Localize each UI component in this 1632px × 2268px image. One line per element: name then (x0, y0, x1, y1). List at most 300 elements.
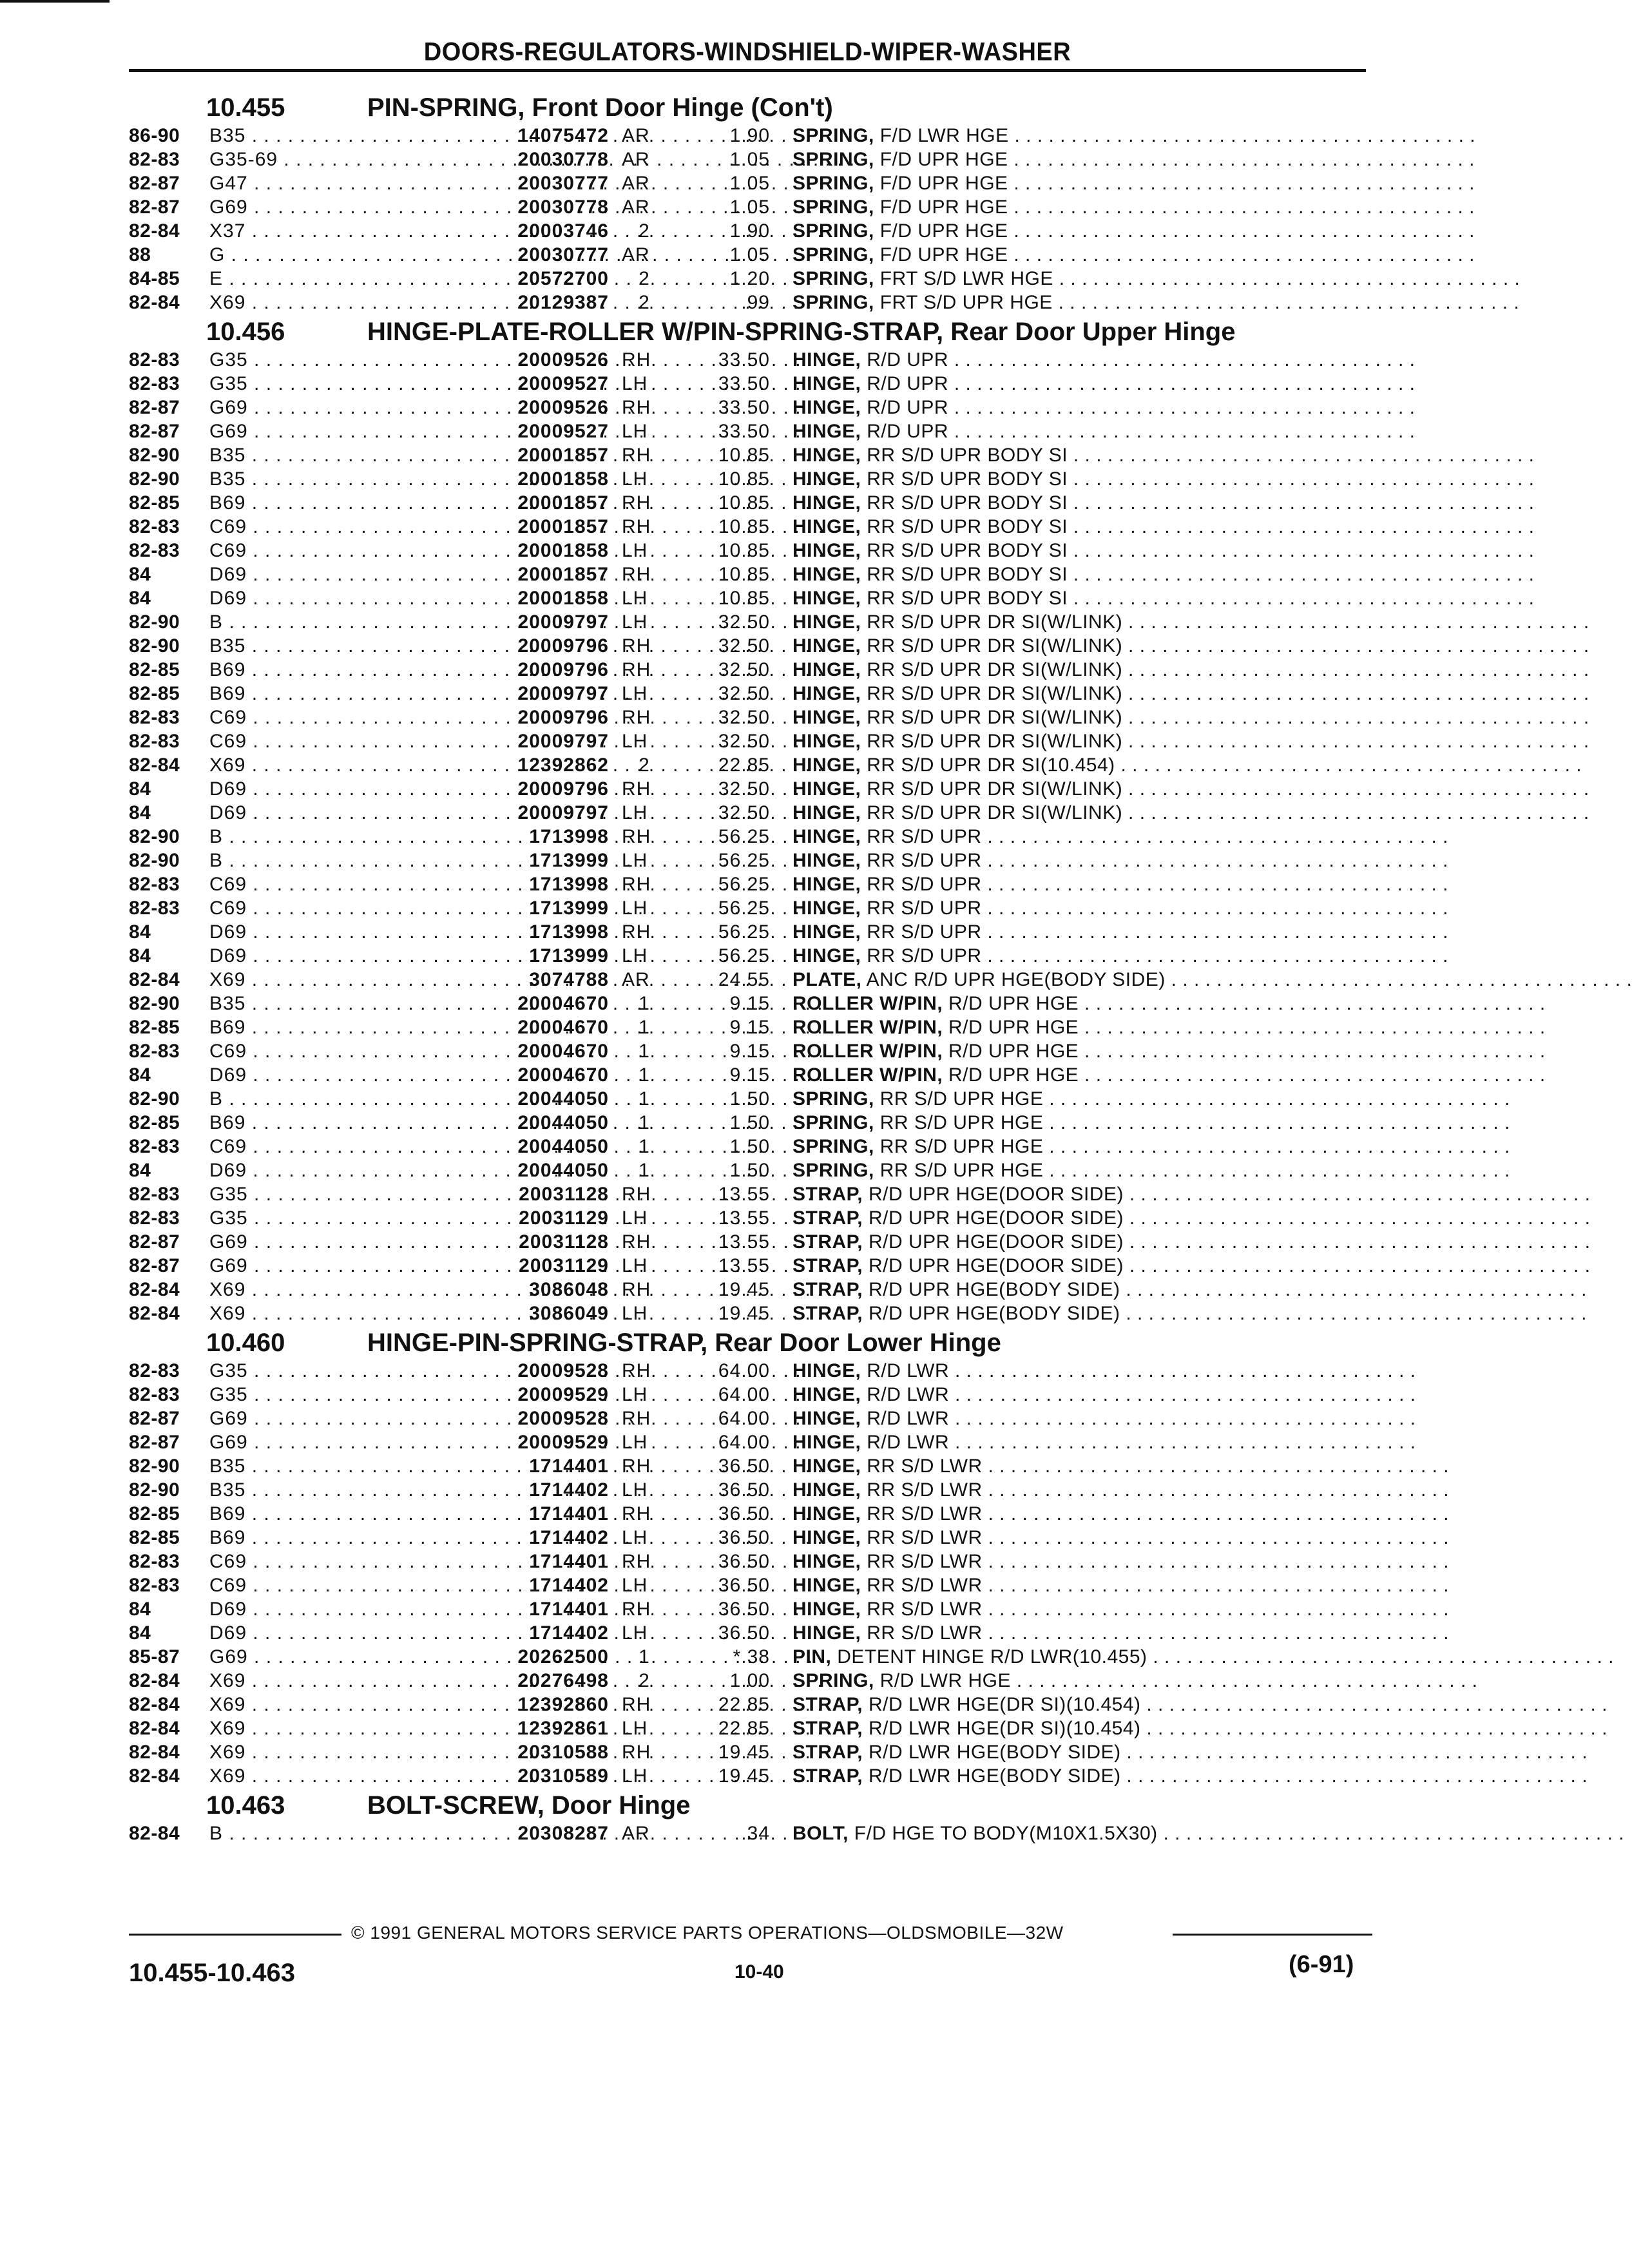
body-style: C69 . . . (209, 1135, 496, 1158)
body-style: B35 . . . (209, 634, 496, 658)
quantity: 1 (638, 1160, 650, 1181)
leader-dots: . . . . . . . . . . . . . . . . . . . . . . . . . . . . . . . . . . . . . . . . . (1122, 802, 1589, 823)
price: 10.85 (718, 468, 770, 490)
model-years: 82-90 (129, 1479, 180, 1501)
description-noun: HINGE, (792, 945, 861, 966)
quantity: AR (622, 1823, 650, 1844)
description-detail: RR S/D LWR (861, 1479, 983, 1501)
part-number: 1713999 (529, 850, 609, 871)
description-detail: F/D UPR HGE (874, 197, 1008, 218)
model-years: 84 (129, 802, 151, 823)
model-years: 84 (129, 1160, 151, 1181)
leader-dots: . . . . . . . . . . . . . . . . . . . . . . . . . . . . . . . . . . . . . . . . . (1122, 683, 1589, 704)
body-style: X69 . . . (209, 1302, 496, 1325)
quantity: 1 (638, 1017, 650, 1038)
section-range: 10.455-10.463 (129, 1959, 296, 1987)
description (792, 539, 1535, 562)
description (792, 1716, 1608, 1740)
price: 13.55 (718, 1207, 770, 1229)
part-row (129, 706, 1589, 729)
body-style: D69 . . . (209, 562, 496, 586)
price: 1.05 (729, 149, 770, 170)
description-noun: HINGE, (792, 1384, 861, 1405)
price: 1.05 (729, 244, 770, 265)
body-style: C69 . . . (209, 1039, 496, 1063)
part-row (129, 1302, 1587, 1325)
model-years: 82-85 (129, 1112, 180, 1133)
model-years: 82-85 (129, 1527, 180, 1548)
price: 1.05 (729, 173, 770, 194)
description (792, 1526, 1450, 1550)
quantity: RH (622, 1279, 651, 1300)
part-row (129, 148, 1475, 171)
model-years: 82-90 (129, 445, 180, 466)
description-detail: R/D UPR HGE (943, 1064, 1079, 1086)
quantity: RH (622, 707, 651, 728)
body-style: D69 . . . (209, 1063, 496, 1087)
description-detail: F/D UPR HGE (874, 149, 1008, 170)
part-number: 20030778 (517, 197, 609, 218)
description-noun: HINGE, (792, 611, 861, 633)
description (792, 1573, 1450, 1597)
price: 19.45 (718, 1765, 770, 1787)
section-heading (129, 1788, 1366, 1821)
part-row (129, 1359, 1416, 1383)
body-style: G69 . . . (209, 396, 496, 419)
part-row (129, 586, 1535, 610)
body-style: D69 . . . (209, 1621, 496, 1645)
part-number: 20129387 (517, 292, 609, 313)
description (792, 419, 1416, 443)
description-noun: ROLLER W/PIN, (792, 1064, 943, 1086)
part-row (129, 515, 1535, 539)
description-noun: HINGE, (792, 540, 861, 561)
body-style: G69 . . . (209, 1230, 496, 1254)
description-detail: ANC R/D UPR HGE(BODY SIDE) (861, 969, 1166, 990)
part-number: 20004670 (517, 993, 609, 1014)
part-number: 20572700 (517, 268, 609, 289)
part-row (129, 849, 1449, 872)
description-noun: SPRING, (792, 220, 874, 242)
part-number: 20009796 (517, 707, 609, 728)
quantity: LH (622, 421, 648, 442)
body-style: B . . . (209, 1821, 496, 1845)
description (792, 1158, 1510, 1182)
leader-dots: . . . . . . . . . . . . . . . . . . . . . . . . . . . . . . . . . . . . . . . . . (1122, 659, 1589, 680)
quantity: LH (622, 850, 648, 871)
price: 32.50 (718, 635, 770, 657)
price: 36.50 (718, 1479, 770, 1501)
part-number: 3086049 (529, 1303, 609, 1324)
description-noun: STRAP, (792, 1718, 863, 1739)
model-years: 82-83 (129, 1207, 180, 1229)
part-row (129, 610, 1589, 634)
quantity: AR (622, 969, 650, 990)
price: 9.15 (729, 993, 770, 1014)
description-noun: HINGE, (792, 898, 861, 919)
model-years: 82-90 (129, 993, 180, 1014)
description (792, 372, 1416, 396)
part-number: 20009529 (517, 1432, 609, 1453)
description-detail: RR S/D LWR (861, 1527, 983, 1548)
description (792, 992, 1546, 1015)
description (792, 396, 1416, 419)
leader-dots: . . . . . . . . . . . . . . . . . . . . . . . . . . . . . . . . . . . . . . . . . (1068, 492, 1535, 514)
description-detail: RR S/D UPR DR SI(10.454) (861, 754, 1115, 776)
model-years: 82-85 (129, 1017, 180, 1038)
description (792, 610, 1589, 634)
section-heading (129, 90, 1366, 124)
price: 33.50 (718, 421, 770, 442)
description-detail: R/D UPR HGE(DOOR SIDE) (863, 1231, 1124, 1253)
price: 64.00 (718, 1360, 770, 1381)
section-heading (129, 314, 1366, 348)
part-row (129, 1063, 1546, 1087)
model-years: 82-83 (129, 516, 180, 537)
leader-dots: . . . . . . . . . . . . . . . . . . . . . . . . . . . . . . . . . . . . . . . . . (1165, 969, 1632, 990)
part-number: 1714402 (529, 1527, 609, 1548)
part-row (129, 1430, 1416, 1454)
model-years: 84 (129, 778, 151, 800)
description-noun: HINGE, (792, 397, 861, 418)
body-style: B . . . (209, 610, 496, 634)
quantity: AR (622, 173, 650, 194)
description-detail: R/D UPR HGE (943, 1041, 1079, 1062)
part-row (129, 1821, 1625, 1845)
leader-dots: . . . . . . . . . . . . . . . . . . . . . . . . . . . . . . . . . . . . . . . . . (1008, 173, 1475, 194)
part-row (129, 777, 1589, 801)
description-noun: STRAP, (792, 1255, 863, 1276)
section-number: 10.463 (206, 1791, 285, 1820)
price: 1.50 (729, 1136, 770, 1157)
leader-dots: . . . . . . . . . . . . . . . . . . . . . . . . . . . . . . . . . . . . . . . . . (1115, 754, 1582, 776)
description (792, 1182, 1591, 1206)
body-style: G35 . . . (209, 348, 496, 372)
body-style: G35-69 . . . (209, 148, 496, 171)
quantity: LH (622, 1255, 648, 1276)
leader-dots: . . . . . . . . . . . . . . . . . . . . . . . . . . . . . . . . . . . . . . . . . (1147, 1646, 1614, 1667)
copyright-notice: © 1991 GENERAL MOTORS SERVICE PARTS OPERATIONS—OLDSMOBILE—32W (351, 1923, 1064, 1943)
description-detail: R/D UPR HGE(DOOR SIDE) (863, 1255, 1124, 1276)
quantity: LH (622, 1432, 648, 1453)
model-years: 82-85 (129, 659, 180, 680)
description-noun: HINGE, (792, 445, 861, 466)
body-style: B69 . . . (209, 1526, 496, 1550)
model-years: 82-84 (129, 969, 180, 990)
description-detail: R/D LWR HGE (874, 1670, 1011, 1691)
part-number: 20030777 (517, 244, 609, 265)
part-number: 20030777 (517, 173, 609, 194)
body-style: C69 . . . (209, 872, 496, 896)
description-noun: SPRING, (792, 1136, 874, 1157)
price: 22.85 (718, 754, 770, 776)
model-years: 82-84 (129, 1670, 180, 1691)
description-detail: R/D LWR HGE(DR SI)(10.454) (863, 1718, 1141, 1739)
quantity: 2 (638, 754, 650, 776)
description (792, 634, 1589, 658)
price: 1.50 (729, 1112, 770, 1133)
part-number: 1714401 (529, 1456, 609, 1477)
part-number: 1714401 (529, 1599, 609, 1620)
description-noun: PLATE, (792, 969, 862, 990)
part-row (129, 872, 1449, 896)
part-number: 20001857 (517, 445, 609, 466)
part-number: 1713998 (529, 874, 609, 895)
description (792, 219, 1475, 243)
description-noun: ROLLER W/PIN, (792, 1017, 943, 1038)
description-detail: RR S/D UPR DR SI(W/LINK) (861, 707, 1123, 728)
part-number: 20044050 (517, 1136, 609, 1157)
quantity: 1 (638, 1041, 650, 1062)
part-number: 1713999 (529, 945, 609, 966)
price: *.38 (733, 1646, 770, 1667)
part-number: 20310589 (517, 1765, 609, 1787)
model-years: 84 (129, 588, 151, 609)
leader-dots: . . . . . . . . . . . . . . . . . . . . . . . . . . . . . . . . . . . . . . . . . (982, 1503, 1450, 1524)
body-style: X69 . . . (209, 1764, 496, 1788)
part-number: 20003746 (517, 220, 609, 242)
part-row (129, 195, 1475, 219)
part-row (129, 1693, 1608, 1716)
part-number: 20044050 (517, 1112, 609, 1133)
leader-dots: . . . . . . . . . . . . . . . . . . . . . . . . . . . . . . . . . . . . . . . . . (981, 826, 1449, 847)
leader-dots: . . . . . . . . . . . . . . . . . . . . . . . . . . . . . . . . . . . . . . . . . (981, 921, 1449, 943)
part-number: 20004670 (517, 1041, 609, 1062)
quantity: LH (622, 1527, 648, 1548)
body-style: C69 . . . (209, 539, 496, 562)
quantity: RH (622, 778, 651, 800)
description-noun: HINGE, (792, 1503, 861, 1524)
body-style: G35 . . . (209, 1182, 496, 1206)
body-style: B35 . . . (209, 124, 496, 148)
quantity: 2 (638, 1670, 650, 1691)
leader-dots: . . . . . . . . . . . . . . . . . . . . . . . . . . . . . . . . . . . . . . . . . (1043, 1088, 1510, 1110)
leader-dots: . . . . . . . . . . . . . . . . . . . . . . . . . . . . . . . . . . . . . . . . . (949, 1408, 1416, 1429)
part-number: 14075472 (517, 125, 609, 146)
part-row (129, 1621, 1450, 1645)
part-row (129, 562, 1535, 586)
description-noun: HINGE, (792, 1551, 861, 1572)
quantity: RH (622, 1231, 651, 1253)
description-noun: HINGE, (792, 421, 861, 442)
price: 1.90 (729, 125, 770, 146)
page-number: 10-40 (734, 1961, 784, 1983)
part-number: 1714401 (529, 1503, 609, 1524)
price: 36.50 (718, 1456, 770, 1477)
leader-dots: . . . . . . . . . . . . . . . . . . . . . . . . . . . . . . . . . . . . . . . . . (1010, 1670, 1478, 1691)
description (792, 1740, 1588, 1764)
description (792, 1206, 1591, 1230)
price: 19.45 (718, 1742, 770, 1763)
description-detail: R/D UPR (861, 421, 949, 442)
part-number: 20031128 (519, 1231, 609, 1253)
part-number: 1714402 (529, 1575, 609, 1596)
description-noun: ROLLER W/PIN, (792, 1041, 943, 1062)
part-row (129, 243, 1475, 267)
body-style: B . . . (209, 849, 496, 872)
model-years: 82-84 (129, 1303, 180, 1324)
footer-rule-left (129, 1934, 341, 1936)
part-number: 20044050 (517, 1088, 609, 1110)
body-style: G69 . . . (209, 419, 496, 443)
leader-dots: . . . . . . . . . . . . . . . . . . . . . . . . . . . . . . . . . . . . . . . . . (1068, 516, 1535, 537)
description-detail: RR S/D UPR BODY SI (861, 445, 1068, 466)
body-style: X69 . . . (209, 753, 496, 777)
description-noun: HINGE, (792, 516, 861, 537)
part-row (129, 1764, 1588, 1788)
description-noun: HINGE, (792, 921, 861, 943)
leader-dots: . . . . . . . . . . . . . . . . . . . . . . . . . . . . . . . . . . . . . . . . . (1068, 564, 1535, 585)
leader-dots: . . . . . . . . . . . . . . . . . . . . . . . . . . . . . . . . . . . . . . . . . (1068, 468, 1535, 490)
description (792, 1135, 1510, 1158)
part-row (129, 968, 1632, 992)
description (792, 1597, 1450, 1621)
quantity: 2 (638, 268, 650, 289)
body-style: D69 . . . (209, 1597, 496, 1621)
quantity: AR (622, 125, 650, 146)
quantity: LH (622, 683, 648, 704)
leader-dots: . . . . . . . . . . . . . . . . . . . . . . . . . . . . . . . . . . . . . . . . . (1122, 635, 1589, 657)
description (792, 1302, 1587, 1325)
description (792, 1111, 1510, 1135)
quantity: RH (622, 1184, 651, 1205)
description-noun: HINGE, (792, 588, 861, 609)
description (792, 1063, 1546, 1087)
description (792, 1693, 1608, 1716)
description (792, 849, 1449, 872)
part-row (129, 658, 1589, 682)
price: 32.50 (718, 683, 770, 704)
description-noun: ROLLER W/PIN, (792, 993, 943, 1014)
description-detail: RR S/D LWR (861, 1575, 983, 1596)
leader-dots: . . . . . . . . . . . . . . . . . . . . . . . . . . . . . . . . . . . . . . . . . (1120, 1303, 1587, 1324)
quantity: RH (622, 1503, 651, 1524)
leader-dots: . . . . . . . . . . . . . . . . . . . . . . . . . . . . . . . . . . . . . . . . . (1120, 1765, 1588, 1787)
top-edge-rule (0, 0, 110, 3)
description-detail: RR S/D UPR DR SI(W/LINK) (861, 683, 1123, 704)
description (792, 348, 1416, 372)
body-style: C69 . . . (209, 706, 496, 729)
description (792, 1278, 1587, 1302)
price: 1.50 (729, 1160, 770, 1181)
model-years: 82-87 (129, 1255, 180, 1276)
description-noun: HINGE, (792, 707, 861, 728)
body-style: X69 . . . (209, 1669, 496, 1693)
quantity: RH (622, 1360, 651, 1381)
description (792, 491, 1535, 515)
leader-dots: . . . . . . . . . . . . . . . . . . . . . . . . . . . . . . . . . . . . . . . . . (981, 945, 1449, 966)
leader-dots: . . . . . . . . . . . . . . . . . . . . . . . . . . . . . . . . . . . . . . . . . (948, 421, 1416, 442)
quantity: LH (622, 731, 648, 752)
description-detail: RR S/D UPR HGE (874, 1112, 1044, 1133)
description (792, 243, 1475, 267)
leader-dots: . . . . . . . . . . . . . . . . . . . . . . . . . . . . . . . . . . . . . . . . . (981, 874, 1449, 895)
quantity: LH (622, 1303, 648, 1324)
section-title: HINGE-PLATE-ROLLER W/PIN-SPRING-STRAP, Rear Door Upper Hinge (367, 318, 1236, 346)
part-row (129, 1740, 1588, 1764)
description-noun: SPRING, (792, 292, 874, 313)
quantity: RH (622, 492, 651, 514)
description-noun: HINGE, (792, 826, 861, 847)
description-detail: F/D HGE TO BODY(M10X1.5X30) (848, 1823, 1158, 1844)
section-title: HINGE-PIN-SPRING-STRAP, Rear Door Lower Hinge (367, 1329, 1001, 1357)
part-row (129, 1669, 1478, 1693)
part-number: 20009528 (517, 1408, 609, 1429)
model-years: 82-83 (129, 1384, 180, 1405)
quantity: AR (622, 149, 650, 170)
leader-dots: . . . . . . . . . . . . . . . . . . . . . . . . . . . . . . . . . . . . . . . . . (1157, 1823, 1625, 1844)
price: 13.55 (718, 1184, 770, 1205)
price: 1.00 (729, 1670, 770, 1691)
part-row (129, 1407, 1416, 1430)
price: 33.50 (718, 397, 770, 418)
description (792, 1764, 1588, 1788)
part-number: 20009527 (517, 373, 609, 394)
quantity: LH (622, 588, 648, 609)
description-noun: HINGE, (792, 683, 861, 704)
model-years: 82-83 (129, 1184, 180, 1205)
description-noun: STRAP, (792, 1303, 863, 1324)
leader-dots: . . . . . . . . . . . . . . . . . . . . . . . . . . . . . . . . . . . . . . . . . (1008, 220, 1475, 242)
leader-dots: . . . . . . . . . . . . . . . . . . . . . . . . . . . . . . . . . . . . . . . . . (1008, 149, 1475, 170)
quantity: 1 (638, 1136, 650, 1157)
price: 10.85 (718, 540, 770, 561)
quantity: 1 (638, 993, 650, 1014)
leader-dots: . . . . . . . . . . . . . . . . . . . . . . . . . . . . . . . . . . . . . . . . . (1043, 1160, 1510, 1181)
quantity: 2 (638, 292, 650, 313)
quantity: LH (622, 802, 648, 823)
part-number: 12392862 (517, 754, 609, 776)
model-years: 82-87 (129, 1231, 180, 1253)
price: 10.85 (718, 492, 770, 514)
part-row (129, 1716, 1608, 1740)
quantity: LH (622, 468, 648, 490)
leader-dots: . . . . . . . . . . . . . . . . . . . . . . . . . . . . . . . . . . . . . . . . . (1122, 611, 1589, 633)
description-noun: HINGE, (792, 373, 861, 394)
part-row (129, 219, 1475, 243)
quantity: 1 (638, 1064, 650, 1086)
description-detail: R/D LWR (861, 1432, 950, 1453)
model-years: 82-90 (129, 468, 180, 490)
leader-dots: . . . . . . . . . . . . . . . . . . . . . . . . . . . . . . . . . . . . . . . . . (1068, 445, 1535, 466)
description-detail: RR S/D LWR (861, 1503, 983, 1524)
description (792, 753, 1582, 777)
price: 56.25 (718, 874, 770, 895)
part-row (129, 1039, 1546, 1063)
leader-dots: . . . . . . . . . . . . . . . . . . . . . . . . . . . . . . . . . . . . . . . . . (1124, 1184, 1591, 1205)
price: 19.45 (718, 1279, 770, 1300)
leader-dots: . . . . . . . . . . . . . . . . . . . . . . . . . . . . . . . . . . . . . . . . . (982, 1527, 1450, 1548)
price: 13.55 (718, 1231, 770, 1253)
quantity: RH (622, 1599, 651, 1620)
part-number: 20001858 (517, 588, 609, 609)
description (792, 706, 1589, 729)
description-noun: HINGE, (792, 802, 861, 823)
leader-dots: . . . . . . . . . . . . . . . . . . . . . . . . . . . . . . . . . . . . . . . . . (982, 1622, 1450, 1644)
leader-dots: . . . . . . . . . . . . . . . . . . . . . . . . . . . . . . . . . . . . . . . . . (982, 1599, 1450, 1620)
description-detail: RR S/D UPR DR SI(W/LINK) (861, 611, 1123, 633)
price: 9.15 (729, 1064, 770, 1086)
model-years: 84 (129, 1622, 151, 1644)
description (792, 682, 1589, 706)
price: 1.05 (729, 197, 770, 218)
price: 64.00 (718, 1408, 770, 1429)
quantity: 2 (638, 220, 650, 242)
leader-dots: . . . . . . . . . . . . . . . . . . . . . . . . . . . . . . . . . . . . . . . . . (981, 850, 1449, 871)
leader-dots: . . . . . . . . . . . . . . . . . . . . . . . . . . . . . . . . . . . . . . . . . (1140, 1694, 1608, 1715)
model-years: 82-83 (129, 540, 180, 561)
model-years: 84 (129, 1599, 151, 1620)
